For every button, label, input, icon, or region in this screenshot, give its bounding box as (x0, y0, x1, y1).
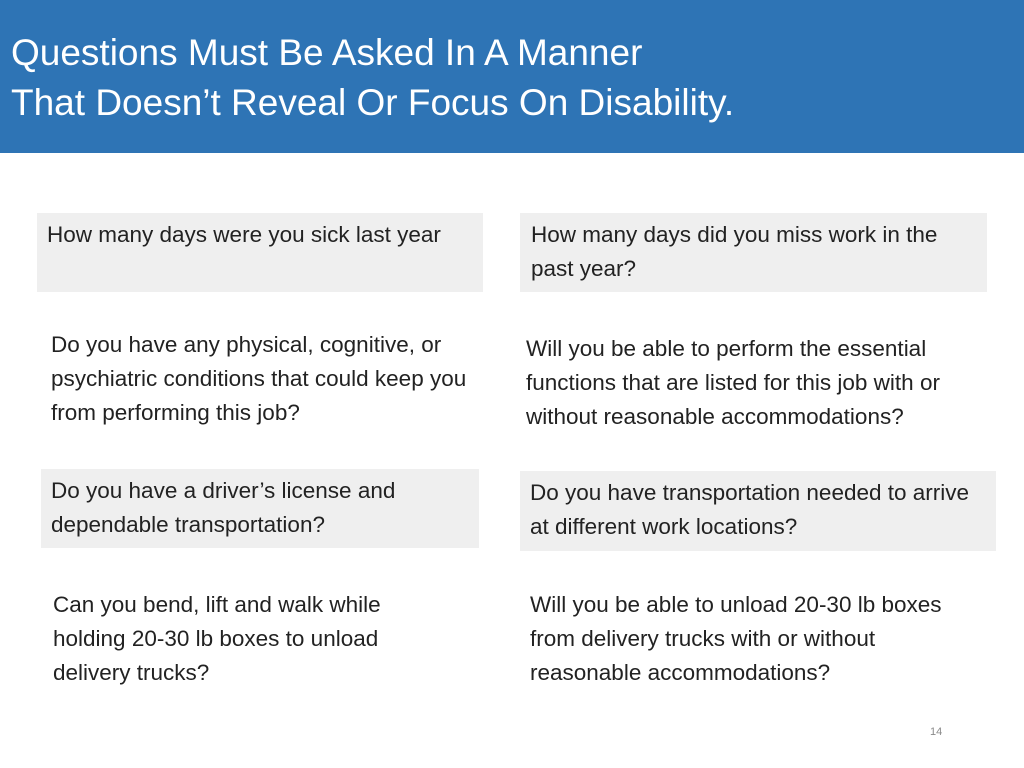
question-right-4: Will you be able to unload 20-30 lb boxes from delivery trucks with or without reasonable accommodations? (530, 592, 942, 685)
question-right-1: How many days did you miss work in the past year? (520, 213, 987, 292)
question-left-1: How many days were you sick last year (37, 213, 483, 292)
question-right-3: Do you have transportation needed to arrive at different work locations? (520, 471, 996, 551)
page-number: 14 (930, 726, 943, 738)
question-left-2: Do you have any physical, cognitive, or psychiatric conditions that could keep you from performing this job? (51, 332, 467, 425)
question-right-2: Will you be able to perform the essential functions that are listed for this job with or without reasonable accommodations? (526, 336, 940, 429)
slide-title: Questions Must Be Asked In A Manner That Doesn’t Reveal Or Focus On Disability. (11, 32, 735, 123)
title-banner (0, 0, 1024, 153)
question-left-3: Do you have a driver’s license and dependable transportation? (41, 469, 479, 548)
question-left-4: Can you bend, lift and walk while holding 20-30 lb boxes to unload delivery trucks? (53, 592, 381, 685)
